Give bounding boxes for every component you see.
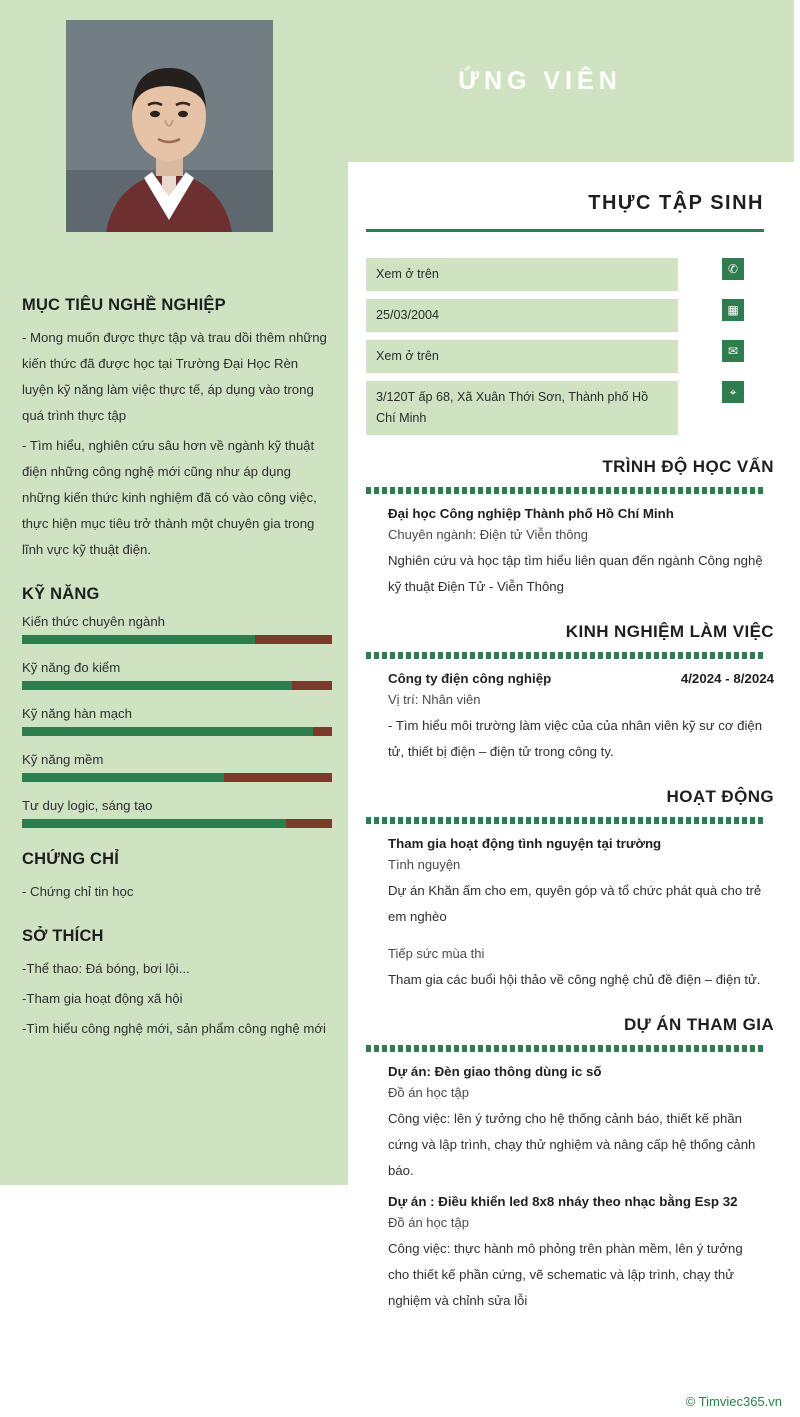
location-icon: ⌖ (722, 381, 744, 403)
role-title: THỰC TẬP SINH (588, 192, 764, 214)
skill-label: Kiến thức chuyên ngành (22, 614, 166, 629)
section-projects (366, 1015, 774, 1314)
skill-label: Kỹ năng mềm (22, 752, 104, 767)
footer-watermark: © Timviec365.vn (685, 1394, 782, 1409)
entry-subtitle: Đồ án học tập (388, 1085, 469, 1100)
skill-bar (22, 727, 332, 736)
hobby-title: SỞ THÍCH (22, 927, 104, 945)
page-title: ỨNG VIÊN (458, 66, 622, 95)
right-column (366, 162, 774, 1324)
projects-title: DỰ ÁN THAM GIA (623, 1015, 774, 1034)
skill-bar-fill (22, 773, 224, 782)
section-activities (366, 787, 774, 993)
section-rule (366, 487, 764, 494)
contact-row (366, 381, 764, 435)
title-divider (366, 229, 764, 232)
left-column (0, 162, 348, 1185)
contact-list (366, 258, 764, 435)
experience-title: KINH NGHIỆM LÀM VIỆC (565, 622, 774, 641)
skill-bar (22, 681, 332, 690)
entry-body: Công việc: thực hành mô phỏng trên phàn mềm, lên ý tưởng cho thiết kế phần cứng, vẽ schematic và lập trình, chạy thử nghiệm và chỉnh sửa lỗi (388, 1241, 743, 1308)
skill-bar-fill (22, 819, 286, 828)
skill-item (22, 614, 332, 644)
contact-row (366, 340, 764, 373)
skill-bar (22, 635, 332, 644)
entry-date: 4/2024 - 8/2024 (680, 671, 774, 686)
skill-item (22, 660, 332, 690)
skills-title: KỸ NĂNG (22, 585, 100, 603)
contact-row (366, 258, 764, 291)
entry-heading: Dự án : Điều khiển led 8x8 nháy theo nhạc bằng Esp 32 (388, 1194, 738, 1209)
section-rule (366, 817, 764, 824)
skill-item (22, 752, 332, 782)
education-title: TRÌNH ĐỘ HỌC VẤN (602, 457, 774, 476)
contact-value: Xem ở trên (366, 258, 678, 291)
certificate-item: - Chứng chỉ tin học (22, 884, 134, 899)
entry-heading: Dự án: Đèn giao thông dùng ic số (388, 1064, 602, 1079)
mail-icon: ✉ (722, 340, 744, 362)
certificate-title: CHỨNG CHỈ (22, 850, 120, 868)
hobby-item: -Thể thao: Đá bóng, bơi lội... (22, 961, 190, 976)
section-rule (366, 1045, 764, 1052)
skill-bar (22, 819, 332, 828)
section-skills (22, 585, 332, 828)
contact-value: Xem ở trên (366, 340, 678, 373)
contact-value: 3/120T ấp 68, Xã Xuân Thới Sơn, Thành phố Hồ Chí Minh (366, 381, 678, 435)
skill-bar (22, 773, 332, 782)
activity-entry (366, 940, 774, 993)
skill-label: Kỹ năng đo kiểm (22, 660, 121, 675)
section-education (366, 457, 774, 600)
section-objective (22, 296, 332, 563)
section-rule (366, 652, 764, 659)
entry-body: Dự án Khăn ấm cho em, quyên góp và tổ chức phát quà cho trẻ em nghèo (388, 883, 762, 924)
objective-paragraph: - Tìm hiểu, nghiên cứu sâu hơn về ngành kỹ thuật điện những công nghệ mới cũng như áp dụng những kiến thức kinh nghiệm đã có vào công việc, thực hiện mục tiêu trở thành một chuyên gia trong lĩnh vực kỹ thuật điện. (22, 438, 317, 557)
avatar (66, 20, 273, 232)
hobby-item: -Tìm hiểu công nghệ mới, sản phẩm công nghệ mới (22, 1021, 326, 1036)
entry-body: Công việc: lên ý tưởng cho hệ thống cảnh báo, thiết kế phần cứng và lập trình, chạy thử nghiệm và nâng cấp hệ thống cảnh báo. (388, 1111, 756, 1178)
entry-subtitle: Chuyên ngành: Điện tử Viễn thông (388, 527, 588, 542)
entry-body: - Tìm hiểu môi trường làm việc của của nhân viên kỹ sư cơ điện tử, thiết bị điện – điện tử trong công ty. (388, 718, 763, 759)
entry-body: Tham gia các buổi hội thảo về công nghệ chủ đề điện – điện tử. (388, 972, 761, 987)
entry-heading: Công ty điện công nghiệp (388, 671, 552, 686)
entry-subtitle: Vị trí: Nhân viên (388, 692, 481, 707)
skill-bar-fill (22, 635, 255, 644)
entry-heading: Đại học Công nghiệp Thành phố Hồ Chí Minh (388, 506, 674, 521)
entry-body: Nghiên cứu và học tập tìm hiểu liên quan đến ngành Công nghệ kỹ thuật Điện Tử - Viễn Thông (388, 553, 763, 594)
skill-bar-fill (22, 681, 292, 690)
project-entry (366, 1194, 774, 1314)
project-entry (366, 1064, 774, 1184)
objective-paragraph: - Mong muốn được thực tập và trau dồi thêm những kiến thức đã được học tại Trường Đại Học Rèn luyện kỹ năng làm việc thực tế, áp dụng vào trong quá trình thực tập (22, 330, 327, 423)
skill-label: Tư duy logic, sáng tạo (22, 798, 153, 813)
entry-subtitle: Đồ án học tập (388, 1215, 469, 1230)
activities-title: HOẠT ĐỘNG (666, 787, 774, 806)
skill-item (22, 798, 332, 828)
contact-row (366, 299, 764, 332)
section-hobby (22, 927, 332, 1042)
hobby-item: -Tham gia hoạt động xã hội (22, 991, 183, 1006)
phone-icon: ✆ (722, 258, 744, 280)
activity-entry (366, 836, 774, 930)
calendar-icon: ▦ (722, 299, 744, 321)
skill-label: Kỹ năng hàn mạch (22, 706, 132, 721)
section-certificate (22, 850, 332, 905)
entry-heading: Tham gia hoạt động tình nguyện tại trường (388, 836, 662, 851)
objective-title: MỤC TIÊU NGHỀ NGHIỆP (22, 296, 226, 314)
contact-value: 25/03/2004 (366, 299, 678, 332)
entry-subtitle: Tình nguyện (388, 857, 461, 872)
experience-entry (366, 671, 774, 765)
section-experience (366, 622, 774, 765)
education-entry (366, 506, 774, 600)
skill-bar-fill (22, 727, 313, 736)
entry-subtitle: Tiếp sức mùa thi (388, 946, 485, 961)
skill-item (22, 706, 332, 736)
